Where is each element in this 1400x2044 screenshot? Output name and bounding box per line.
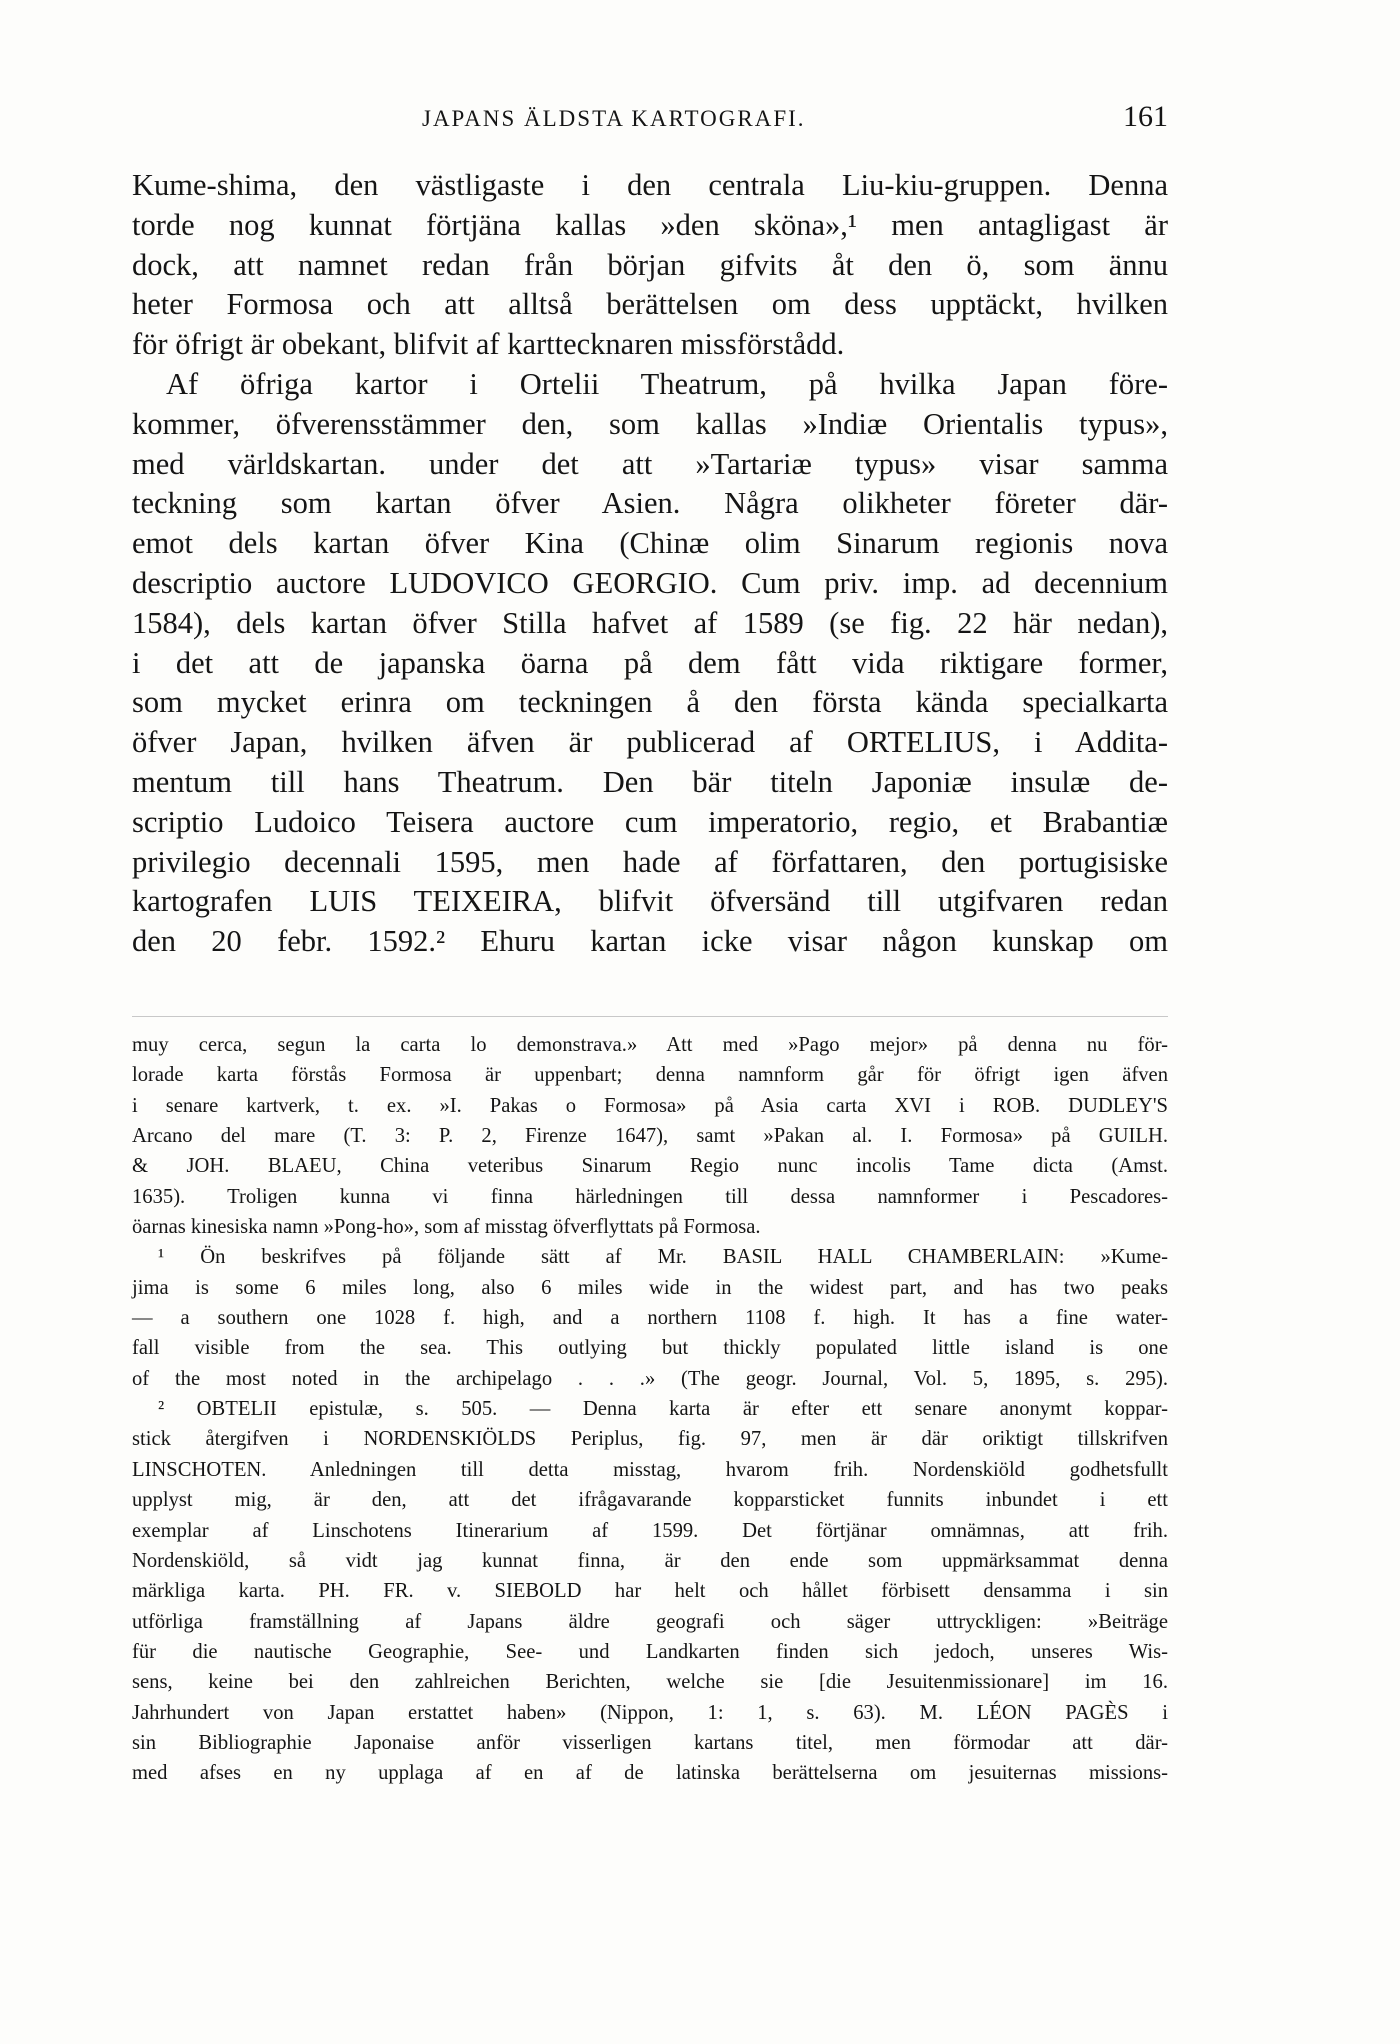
text-line: heter Formosa och att alltså berättelsen om dess upptäckt, hvilken — [132, 287, 1168, 322]
footnote-line: — a southern one 1028 f. high, and a northern 1108 f. high. It has a fine water- — [132, 1307, 1168, 1330]
text-line: kommer, öfverensstämmer den, som kallas »Indiæ Orientalis typus», — [132, 406, 1168, 441]
footnote-line: stick återgifven i NORDENSKIÖLDS Periplus, fig. 97, men är där oriktigt tillskrifven — [132, 1428, 1168, 1451]
footnote-line: ¹ Ön beskrifves på följande sätt af Mr. BASIL HALL CHAMBERLAIN: »Kume- — [158, 1246, 1168, 1269]
footnote-line: für die nautische Geographie, See- und Landkarten finden sich jedoch, unseres Wis- — [132, 1640, 1168, 1663]
footnote-line: upplyst mig, är den, att det ifrågavarande kopparsticket funnits inbundet i ett — [132, 1489, 1168, 1512]
footnote-line: i senare kartverk, t. ex. »I. Pakas o Formosa» på Asia carta XVI i ROB. DUDLEY'S — [132, 1094, 1168, 1117]
text-line: som mycket erinra om teckningen å den första kända specialkarta — [132, 685, 1168, 720]
footnote-line: utförliga framställning af Japans äldre geografi och säger uttryckligen: »Beiträge — [132, 1610, 1168, 1633]
footnote-line: Jahrhundert von Japan erstattet haben» (Nippon, 1: 1, s. 63). M. LÉON PAGÈS i — [132, 1701, 1168, 1724]
page-header — [132, 100, 1168, 140]
text-line: för öfrigt är obekant, blifvit af karttecknaren missförstådd. — [132, 327, 845, 362]
footnote-line: muy cerca, segun la carta lo demonstrava.» Att med »Pago mejor» på denna nu för- — [132, 1034, 1168, 1056]
footnote-line: öarnas kinesiska namn »Pong-ho», som af misstag öfverflyttats på Formosa. — [132, 1216, 761, 1239]
footnote-line: ² OBTELII epistulæ, s. 505. — Denna karta är efter ett senare anonymt koppar- — [158, 1398, 1168, 1421]
footnote-line: jima is some 6 miles long, also 6 miles wide in the widest part, and has two peaks — [132, 1276, 1168, 1299]
text-line: torde nog kunnat förtjäna kallas »den sköna»,¹ men antagligast är — [132, 207, 1168, 242]
page-number: 161 — [1123, 100, 1168, 133]
text-line: med världskartan. under det att »Tartariæ typus» visar samma — [132, 446, 1168, 481]
footnote-line: of the most noted in the archipelago . . .» (The geogr. Journal, Vol. 5, 1895, s. 295). — [132, 1367, 1168, 1390]
text-line: dock, att namnet redan från början gifvits åt den ö, som ännu — [132, 247, 1168, 282]
text-line: privilegio decennali 1595, men hade af författaren, den portugisiske — [132, 844, 1168, 879]
footnote-line: märkliga karta. PH. FR. v. SIEBOLD har helt och hållet förbisett densamma i sin — [132, 1580, 1168, 1603]
footnote-line: sin Bibliographie Japonaise anför visserligen kartans titel, men förmodar att där- — [132, 1731, 1168, 1754]
footnote-line: & JOH. BLAEU, China veteribus Sinarum Regio nunc incolis Tame dicta (Amst. — [132, 1155, 1168, 1178]
footnote-line: Arcano del mare (T. 3: P. 2, Firenze 1647), samt »Pakan al. I. Formosa» på GUILH. — [132, 1125, 1168, 1148]
text-line: emot dels kartan öfver Kina (Chinæ olim Sinarum regionis nova — [132, 526, 1168, 561]
footnote-line: LINSCHOTEN. Anledningen till detta misstag, hvarom frih. Nordenskiöld godhetsfullt — [132, 1458, 1168, 1481]
text-line: 1584), dels kartan öfver Stilla hafvet af 1589 (se fig. 22 här nedan), — [132, 605, 1168, 640]
footnote-line: fall visible from the sea. This outlying but thickly populated little island is one — [132, 1337, 1168, 1360]
footnote-line: sens, keine bei den zahlreichen Berichten, welche sie [die Jesuitenmissionare] im 16. — [132, 1671, 1168, 1694]
footnote-line: 1635). Troligen kunna vi finna härledningen till dessa namnformer i Pescadores- — [132, 1185, 1168, 1208]
text-line: descriptio auctore LUDOVICO GEORGIO. Cum priv. imp. ad decennium — [132, 565, 1168, 600]
footnote-divider — [132, 1016, 1168, 1017]
text-line: i det att de japanska öarna på dem fått vida riktigare former, — [132, 645, 1168, 680]
text-line: scriptio Ludoico Teisera auctore cum imperatorio, regio, et Brabantiæ — [132, 804, 1168, 839]
footnote-line: lorade karta förstås Formosa är uppenbart; denna namnform går för öfrigt igen äfven — [132, 1064, 1168, 1087]
text-line: mentum till hans Theatrum. Den bär titeln Japoniæ insulæ de- — [132, 764, 1168, 799]
footnote-line: exemplar af Linschotens Itinerarium af 1599. Det förtjänar omnämnas, att frih. — [132, 1519, 1168, 1542]
footnotes — [132, 1030, 1168, 1789]
text-line: kartografen LUIS TEIXEIRA, blifvit öfversänd till utgifvaren redan — [132, 884, 1168, 919]
main-text — [132, 166, 1168, 962]
text-line: teckning som kartan öfver Asien. Några olikheter företer där- — [132, 486, 1168, 521]
text-line: Af öfriga kartor i Ortelii Theatrum, på hvilka Japan före- — [166, 366, 1168, 401]
footnote-line: Nordenskiöld, så vidt jag kunnat finna, är den ende som uppmärksammat denna — [132, 1549, 1168, 1572]
text-line: öfver Japan, hvilken äfven är publicerad af ORTELIUS, i Addita- — [132, 725, 1168, 760]
text-line: den 20 febr. 1592.² Ehuru kartan icke visar någon kunskap om — [132, 924, 1168, 959]
running-title: JAPANS ÄLDSTA KARTOGRAFI. — [422, 106, 806, 131]
text-line: Kume-shima, den västligaste i den centrala Liu-kiu-gruppen. Denna — [132, 168, 1168, 202]
footnote-line: med afses en ny upplaga af en af de latinska berättelserna om jesuiternas missions- — [132, 1762, 1168, 1785]
